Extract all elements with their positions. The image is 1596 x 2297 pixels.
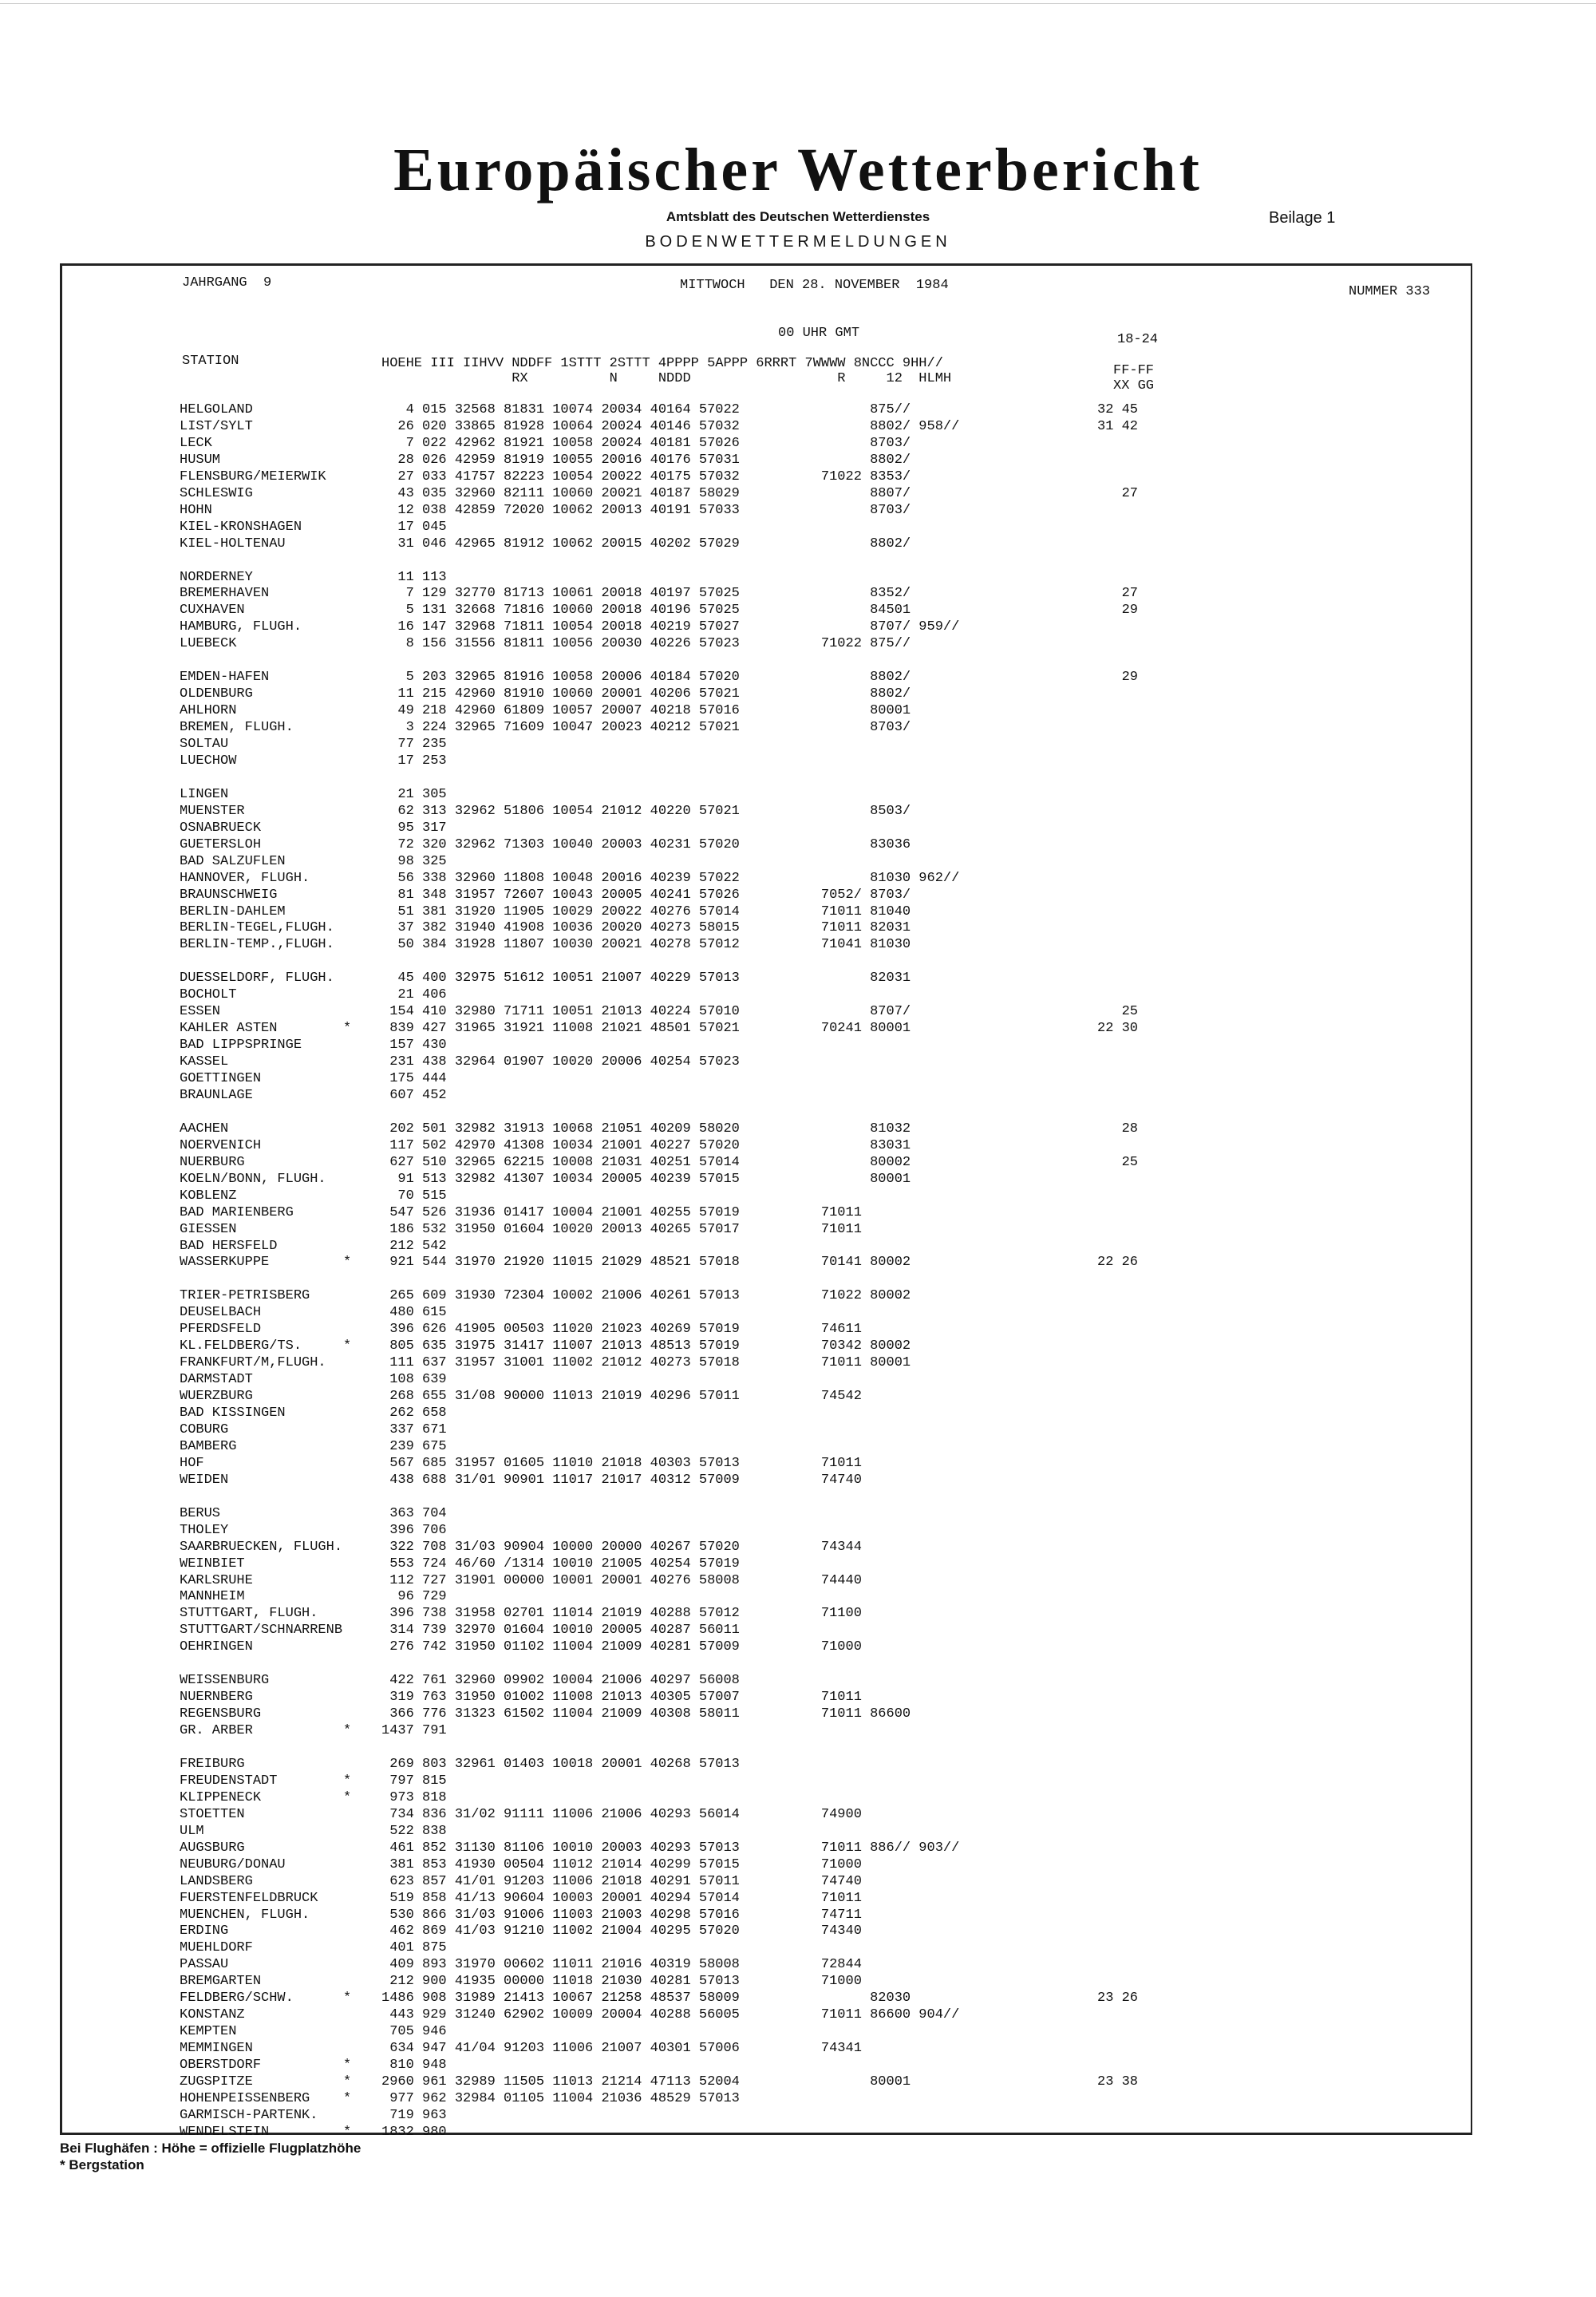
station-data: 322 708 31/03 90904 10000 20000 40267 57020 74344 (381, 1539, 862, 1555)
station-data: 1486 908 31989 21413 10067 21258 48537 58009 82030 (381, 1991, 911, 2006)
mountain-station-marker: * (343, 1991, 352, 2006)
station-name: CUXHAVEN (180, 603, 245, 619)
gust-values: 23 38 (1097, 2074, 1139, 2089)
station-data: 268 655 31/08 90000 11013 21019 40296 57011 74542 (381, 1389, 862, 1405)
station-name: BERLIN-TEMP.,FLUGH. (180, 937, 334, 953)
gust-values: 31 42 (1097, 418, 1139, 434)
station-name: LIST/SYLT (180, 418, 253, 434)
station-name: PASSAU (180, 1957, 229, 1973)
station-name: SOLTAU (180, 737, 229, 752)
station-name: KAHLER ASTEN (180, 1021, 278, 1037)
station-data: 438 688 31/01 90901 11017 21017 40312 57009 74740 (381, 1472, 862, 1488)
station-data: 49 218 42960 61809 10057 20007 40218 57016 80001 (381, 703, 911, 719)
station-name: HAMBURG, FLUGH. (180, 619, 302, 635)
station-data: 409 893 31970 00602 11011 21016 40319 58008 72844 (381, 1957, 862, 1973)
station-data: 567 685 31957 01605 11010 21018 40303 57013 71011 (381, 1455, 862, 1471)
station-name: DEUSELBACH (180, 1305, 262, 1321)
station-data: 401 875 (381, 1940, 447, 1956)
station-name: HOHN (180, 502, 212, 518)
station-name: FREUDENSTADT (180, 1773, 278, 1789)
page-subtitle: Amtsblatt des Deutschen Wetterdienstes (666, 209, 930, 224)
station-name: OLDENBURG (180, 686, 253, 702)
station-data: 17 253 (381, 753, 447, 769)
station-data: 396 706 (381, 1522, 447, 1538)
col-ff-line2: XX GG (1113, 378, 1155, 393)
station-data: 480 615 (381, 1305, 447, 1321)
station-data: 157 430 (381, 1038, 447, 1054)
station-data: 462 869 41/03 91210 11002 21004 40295 57020 74340 (381, 1923, 862, 1939)
gust-values: 27 (1097, 586, 1139, 602)
station-name: NEUBURG/DONAU (180, 1856, 286, 1872)
station-name: KL.FELDBERG/TS. (180, 1338, 302, 1354)
station-data: 11 113 (381, 569, 447, 585)
station-name: TRIER-PETRISBERG (180, 1288, 310, 1304)
station-data: 623 857 41/01 91203 11006 21018 40291 57011 74740 (381, 1873, 862, 1889)
station-data: 202 501 32982 31913 10068 21051 40209 58020 81032 (381, 1121, 911, 1137)
section-title: BODENWETTERMELDUNGEN (645, 233, 951, 251)
station-name: BREMEN, FLUGH. (180, 720, 294, 736)
station-data: 396 738 31958 02701 11014 21019 40288 57012 71100 (381, 1606, 862, 1622)
station-data: 7 022 42962 81921 10058 20024 40181 57026 8703/ (381, 435, 911, 451)
station-data: 111 637 31957 31001 11002 21012 40273 57018 71011 80001 (381, 1355, 911, 1371)
station-data: 81 348 31957 72607 10043 20005 40241 57026 7052/ 8703/ (381, 887, 911, 903)
station-data: 7 129 32770 81713 10061 20018 40197 57025 8352/ (381, 586, 911, 602)
station-data: 547 526 31936 01417 10004 21001 40255 57019 71011 (381, 1204, 862, 1220)
mountain-station-marker: * (343, 1021, 352, 1037)
station-name: NORDERNEY (180, 569, 253, 585)
station-name: BAD SALZUFLEN (180, 853, 286, 869)
mountain-station-marker: * (343, 2058, 352, 2074)
station-data: 977 962 32984 01105 11004 21036 48529 57013 (381, 2090, 740, 2106)
station-data: 108 639 (381, 1372, 447, 1388)
station-name: KONSTANZ (180, 2007, 245, 2023)
station-data: 381 853 41930 00504 11012 21014 40299 57015 71000 (381, 1856, 862, 1872)
station-data: 26 020 33865 81928 10064 20024 40146 57032 8802/ 958// (381, 418, 960, 434)
station-name: COBURG (180, 1421, 229, 1437)
station-data: 1832 980 (381, 2124, 447, 2140)
station-name: GR. ARBER (180, 1723, 253, 1739)
station-name: HOHENPEISSENBERG (180, 2090, 310, 2106)
gust-values: 22 26 (1097, 1255, 1139, 1271)
station-name: EMDEN-HAFEN (180, 670, 270, 686)
gust-values: 29 (1097, 670, 1139, 686)
station-data: 4 015 32568 81831 10074 20034 40164 57022 875// (381, 402, 911, 417)
station-name: FLENSBURG/MEIERWIK (180, 468, 326, 484)
station-name: REGENSBURG (180, 1706, 262, 1722)
observation-time: 00 UHR GMT (778, 326, 860, 341)
station-data: 973 818 (381, 1789, 447, 1805)
station-name: MEMMINGEN (180, 2041, 253, 2057)
station-data: 5 203 32965 81916 10058 20006 40184 57020 8802/ (381, 670, 911, 686)
station-data: 12 038 42859 72020 10062 20013 40191 57033 8703/ (381, 502, 911, 518)
station-data: 553 724 46/60 /1314 10010 21005 40254 57019 (381, 1556, 740, 1572)
station-name: FUERSTENFELDBRUCK (180, 1890, 318, 1906)
station-data: 51 381 31920 11905 10029 20022 40276 57014 71011 81040 (381, 903, 911, 919)
mountain-station-marker: * (343, 1773, 352, 1789)
station-data: 607 452 (381, 1087, 447, 1103)
station-name: WEISSENBURG (180, 1673, 270, 1689)
station-name: STUTTGART, FLUGH. (180, 1606, 318, 1622)
station-name: NUERBURG (180, 1154, 245, 1170)
period-label: 18-24 (1117, 332, 1159, 347)
station-data: 98 325 (381, 853, 447, 869)
station-name: SAARBRUECKEN, FLUGH. (180, 1539, 343, 1555)
station-name: BAD LIPPSPRINGE (180, 1038, 302, 1054)
station-name: OEHRINGEN (180, 1639, 253, 1655)
station-name: STOETTEN (180, 1806, 245, 1822)
station-name: MUEHLDORF (180, 1940, 253, 1956)
station-name: KEMPTEN (180, 2024, 237, 2040)
station-name: BAD HERSFELD (180, 1238, 278, 1254)
station-name: MUENSTER (180, 803, 245, 819)
gust-values: 32 45 (1097, 402, 1139, 417)
station-data: 805 635 31975 31417 11007 21013 48513 57019 70342 80002 (381, 1338, 911, 1354)
station-data: 112 727 31901 00000 10001 20001 40276 58008 74440 (381, 1572, 862, 1588)
station-name: KIEL-KRONSHAGEN (180, 519, 302, 535)
station-data: 265 609 31930 72304 10002 21006 40261 57013 71022 80002 (381, 1288, 911, 1304)
station-name: NUERNBERG (180, 1690, 253, 1706)
station-name: KIEL-HOLTENAU (180, 536, 286, 552)
station-data: 91 513 32982 41307 10034 20005 40239 57015 80001 (381, 1171, 911, 1187)
station-data: 212 542 (381, 1238, 447, 1254)
station-data: 43 035 32960 82111 10060 20021 40187 58029 8807/ (381, 485, 911, 501)
station-data: 522 838 (381, 1823, 447, 1839)
station-data: 396 626 41905 00503 11020 21023 40269 57019 74611 (381, 1322, 862, 1338)
station-data: 175 444 (381, 1071, 447, 1086)
station-data: 11 215 42960 81910 10060 20001 40206 57021 8802/ (381, 686, 911, 702)
station-data: 921 544 31970 21920 11015 21029 48521 57018 70141 80002 (381, 1255, 911, 1271)
station-data: 5 131 32668 71816 10060 20018 40196 57025 84501 (381, 603, 911, 619)
station-name: FELDBERG/SCHW. (180, 1991, 294, 2006)
issue-number: NUMMER 333 (1349, 284, 1431, 299)
station-name: KLIPPENECK (180, 1789, 262, 1805)
mountain-station-marker: * (343, 1723, 352, 1739)
station-data: 734 836 31/02 91111 11006 21006 40293 56014 74900 (381, 1806, 862, 1822)
station-name: DUESSELDORF, FLUGH. (180, 971, 334, 986)
station-data: 21 406 (381, 987, 447, 1003)
station-data: 231 438 32964 01907 10020 20006 40254 57023 (381, 1054, 740, 1070)
gust-values: 27 (1097, 485, 1139, 501)
mountain-station-marker: * (343, 2090, 352, 2106)
station-name: MANNHEIM (180, 1589, 245, 1605)
station-name: BAD MARIENBERG (180, 1204, 294, 1220)
station-data: 72 320 32962 71303 10040 20003 40231 57020 83036 (381, 836, 911, 852)
mountain-station-marker: * (343, 2124, 352, 2140)
station-name: STUTTGART/SCHNARRENB (180, 1623, 343, 1639)
gust-values: 25 (1097, 1004, 1139, 1020)
station-name: WEINBIET (180, 1556, 245, 1572)
col-header-line1: HOEHE III IIHVV NDDFF 1STTT 2STTT 4PPPP 5APPP 6RRRT 7WWWW 8NCCC 9HH// (381, 356, 943, 371)
station-data: 443 929 31240 62902 10009 20004 40288 56005 71011 86600 904// (381, 2007, 960, 2023)
station-data: 1437 791 (381, 1723, 447, 1739)
station-data: 262 658 (381, 1405, 447, 1421)
station-name: GOETTINGEN (180, 1071, 262, 1086)
station-data: 269 803 32961 01403 10018 20001 40268 57013 (381, 1756, 740, 1772)
station-data: 56 338 32960 11808 10048 20016 40239 57022 81030 962// (381, 870, 960, 886)
station-name: BOCHOLT (180, 987, 237, 1003)
station-name: OSNABRUECK (180, 820, 262, 836)
station-data: 21 305 (381, 786, 447, 802)
station-data: 366 776 31323 61502 11004 21009 40308 58011 71011 86600 (381, 1706, 911, 1722)
station-data: 16 147 32968 71811 10054 20018 40219 57027 8707/ 959// (381, 619, 960, 635)
gust-values: 22 30 (1097, 1021, 1139, 1037)
station-data: 2960 961 32989 11505 11013 21214 47113 52004 80001 (381, 2074, 911, 2089)
page-title: Europäischer Wetterbericht (393, 136, 1203, 204)
station-name: BERLIN-TEGEL,FLUGH. (180, 920, 334, 936)
station-data: 50 384 31928 11807 10030 20021 40278 57012 71041 81030 (381, 937, 911, 953)
station-data: 28 026 42959 81919 10055 20016 40176 57031 8802/ (381, 452, 911, 468)
station-name: NOERVENICH (180, 1137, 262, 1153)
station-name: LUEBECK (180, 636, 237, 652)
station-name: GUETERSLOH (180, 836, 262, 852)
station-name: KASSEL (180, 1054, 229, 1070)
col-ff-line1: FF-FF (1113, 363, 1155, 378)
station-name: OBERSTDORF (180, 2058, 262, 2074)
station-data: 8 156 31556 81811 10056 20030 40226 57023 71022 875// (381, 636, 911, 652)
station-name: BERUS (180, 1505, 221, 1521)
station-data: 27 033 41757 82223 10054 20022 40175 57032 71022 8353/ (381, 468, 911, 484)
gust-values: 25 (1097, 1154, 1139, 1170)
station-data: 96 729 (381, 1589, 447, 1605)
jahrgang: JAHRGANG 9 (182, 275, 272, 291)
station-data: 363 704 (381, 1505, 447, 1521)
station-data: 154 410 32980 71711 10051 21013 40224 57010 8707/ (381, 1004, 911, 1020)
gust-values: 28 (1097, 1121, 1139, 1137)
station-data: 239 675 (381, 1438, 447, 1454)
station-name: LUECHOW (180, 753, 237, 769)
station-data: 810 948 (381, 2058, 447, 2074)
station-name: ULM (180, 1823, 204, 1839)
col-station: STATION (182, 354, 239, 369)
station-name: SCHLESWIG (180, 485, 253, 501)
station-data: 519 858 41/13 90604 10003 20001 40294 57014 71011 (381, 1890, 862, 1906)
station-name: GIESSEN (180, 1221, 237, 1237)
footnote-airport: Bei Flughäfen : Höhe = offizielle Flugplatzhöhe (60, 2141, 361, 2156)
station-data: 319 763 31950 01002 11008 21013 40305 57007 71011 (381, 1690, 862, 1706)
station-data: 530 866 31/03 91006 11003 21003 40298 57016 74711 (381, 1907, 862, 1923)
station-data: 634 947 41/04 91203 11006 21007 40301 57006 74341 (381, 2041, 862, 2057)
station-name: HUSUM (180, 452, 221, 468)
station-name: HANNOVER, FLUGH. (180, 870, 310, 886)
station-data: 95 317 (381, 820, 447, 836)
mountain-station-marker: * (343, 1789, 352, 1805)
station-name: ERDING (180, 1923, 229, 1939)
station-data: 719 963 (381, 2107, 447, 2123)
station-data: 117 502 42970 41308 10034 21001 40227 57020 83031 (381, 1137, 911, 1153)
footnote-mountain: * Bergstation (60, 2157, 144, 2172)
station-data: 276 742 31950 01102 11004 21009 40281 57009 71000 (381, 1639, 862, 1655)
station-name: MUENCHEN, FLUGH. (180, 1907, 310, 1923)
station-data: 314 739 32970 01604 10010 20005 40287 56011 (381, 1623, 740, 1639)
station-data: 3 224 32965 71609 10047 20023 40212 57021 8703/ (381, 720, 911, 736)
station-data: 31 046 42965 81912 10062 20015 40202 57029 8802/ (381, 536, 911, 552)
report-date: MITTWOCH DEN 28. NOVEMBER 1984 (680, 278, 949, 293)
station-name: WUERZBURG (180, 1389, 253, 1405)
station-data: 422 761 32960 09902 10004 21006 40297 56008 (381, 1673, 740, 1689)
station-name: KOBLENZ (180, 1188, 237, 1204)
station-name: WASSERKUPPE (180, 1255, 270, 1271)
top-rule (0, 3, 1596, 4)
station-name: BAD KISSINGEN (180, 1405, 286, 1421)
station-name: BRAUNSCHWEIG (180, 887, 278, 903)
gust-values: 23 26 (1097, 1991, 1139, 2006)
station-name: AHLHORN (180, 703, 237, 719)
beilage-label: Beilage 1 (1269, 209, 1336, 227)
station-name: AACHEN (180, 1121, 229, 1137)
station-name: THOLEY (180, 1522, 229, 1538)
station-data: 212 900 41935 00000 11018 21030 40281 57013 71000 (381, 1974, 862, 1990)
station-name: FRANKFURT/M,FLUGH. (180, 1355, 326, 1371)
station-name: PFERDSFELD (180, 1322, 262, 1338)
station-name: LANDSBERG (180, 1873, 253, 1889)
station-data: 839 427 31965 31921 11008 21021 48501 57021 70241 80001 (381, 1021, 911, 1037)
station-name: LINGEN (180, 786, 229, 802)
station-data: 62 313 32962 51806 10054 21012 40220 57021 8503/ (381, 803, 911, 819)
station-name: KARLSRUHE (180, 1572, 253, 1588)
station-name: GARMISCH-PARTENK. (180, 2107, 318, 2123)
station-data: 337 671 (381, 1421, 447, 1437)
station-name: FREIBURG (180, 1756, 245, 1772)
gust-values: 29 (1097, 603, 1139, 619)
station-name: ZUGSPITZE (180, 2074, 253, 2089)
mountain-station-marker: * (343, 2074, 352, 2089)
mountain-station-marker: * (343, 1255, 352, 1271)
station-name: BRAUNLAGE (180, 1087, 253, 1103)
station-name: BAMBERG (180, 1438, 237, 1454)
station-data: 797 815 (381, 1773, 447, 1789)
station-name: BREMGARTEN (180, 1974, 262, 1990)
station-data: 77 235 (381, 737, 447, 752)
station-name: KOELN/BONN, FLUGH. (180, 1171, 326, 1187)
station-name: WEIDEN (180, 1472, 229, 1488)
station-data: 37 382 31940 41908 10036 20020 40273 58015 71011 82031 (381, 920, 911, 936)
station-data: 70 515 (381, 1188, 447, 1204)
station-name: AUGSBURG (180, 1840, 245, 1856)
station-data: 461 852 31130 81106 10010 20003 40293 57013 71011 886// 903// (381, 1840, 960, 1856)
station-name: BERLIN-DAHLEM (180, 903, 286, 919)
station-data: 627 510 32965 62215 10008 21031 40251 57014 80002 (381, 1154, 911, 1170)
station-data: 705 946 (381, 2024, 447, 2040)
mountain-station-marker: * (343, 1338, 352, 1354)
station-data: 186 532 31950 01604 10020 20013 40265 57017 71011 (381, 1221, 862, 1237)
station-name: ESSEN (180, 1004, 221, 1020)
station-name: WENDELSTEIN (180, 2124, 270, 2140)
station-name: BREMERHAVEN (180, 586, 270, 602)
station-name: HELGOLAND (180, 402, 253, 417)
col-header-line2: RX N NDDD R 12 HLMH (381, 371, 952, 386)
station-data: 45 400 32975 51612 10051 21007 40229 57013 82031 (381, 971, 911, 986)
station-name: HOF (180, 1455, 204, 1471)
station-name: DARMSTADT (180, 1372, 253, 1388)
station-data: 17 045 (381, 519, 447, 535)
station-name: LECK (180, 435, 212, 451)
